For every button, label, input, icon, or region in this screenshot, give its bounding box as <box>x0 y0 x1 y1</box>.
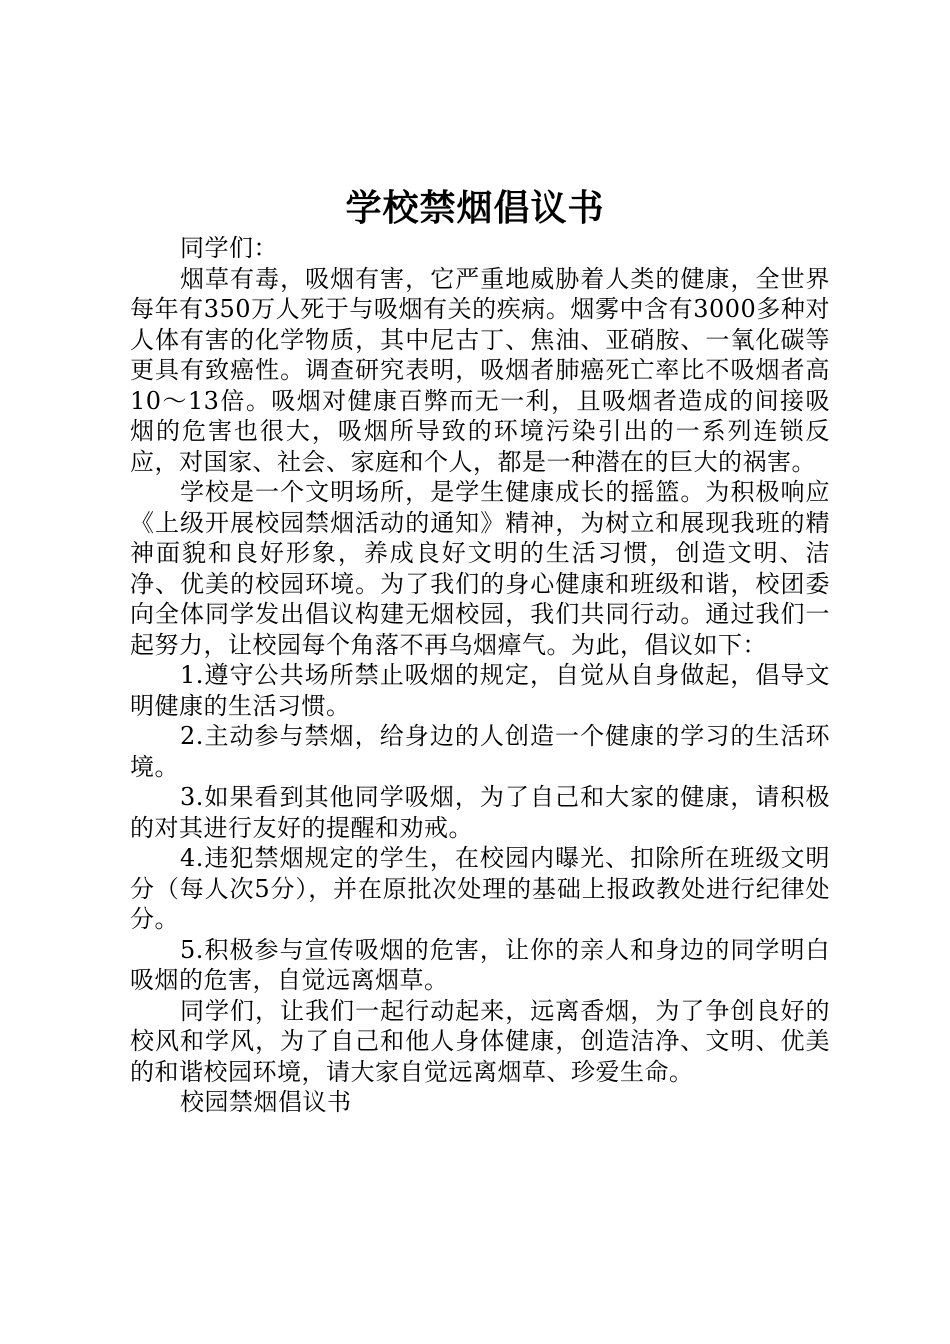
document-title: 学校禁烟倡议书 <box>345 188 605 229</box>
proposal-item-4: 4.违犯禁烟规定的学生，在校园内曝光、扣除所在班级文明分（每人次5分），并在原批次处理的基础上报政教处进行纪律处分。 <box>130 844 830 933</box>
signature-line: 校园禁烟倡议书 <box>180 1088 352 1116</box>
proposal-item-1: 1.遵守公共场所禁止吸烟的规定，自觉从自身做起，倡导文明健康的生活习惯。 <box>130 661 830 720</box>
closing-paragraph: 同学们，让我们一起行动起来，远离香烟，为了争创良好的校风和学风，为了自己和他人身体健康，创造洁净、文明、优美的和谐校园环境，请大家自觉远离烟草、珍爱生命。 <box>130 996 830 1086</box>
proposal-item-3: 3.如果看到其他同学吸烟，为了自己和大家的健康，请积极的对其进行友好的提醒和劝戒。 <box>130 783 830 842</box>
paragraph-harm: 烟草有毒，吸烟有害，它严重地威胁着人类的健康，全世界每年有350万人死于与吸烟有关的疾病。烟雾中含有3000多种对人体有害的化学物质，其中尼古丁、焦油、亚硝胺、一氧化碳等更具有致癌性。调查研究表明，吸烟者肺癌死亡率比不吸烟者高10～13倍。吸烟对健康百弊而无一利，且吸烟者造成的间接吸烟的危害也很大，吸烟所导致的环境污染引出的一系列连锁反应，对国家、社会、家庭和个人，都是一种潜在的巨大的祸害。 <box>130 264 830 476</box>
proposal-item-5: 5.积极参与宣传吸烟的危害，让你的亲人和身边的同学明白吸烟的危害，自觉远离烟草。 <box>130 935 830 994</box>
salutation: 同学们： <box>180 234 278 262</box>
document-body <box>130 233 830 1118</box>
proposal-item-2: 2.主动参与禁烟，给身边的人创造一个健康的学习的生活环境。 <box>130 722 830 781</box>
paragraph-school: 学校是一个文明场所，是学生健康成长的摇篮。为积极响应《上级开展校园禁烟活动的通知》精神，为树立和展现我班的精神面貌和良好形象，养成良好文明的生活习惯，创造文明、洁净、优美的校园环境。为了我们的身心健康和班级和谐，校团委向全体同学发出倡议构建无烟校园，我们共同行动。通过我们一起努力，让校园每个角落不再乌烟瘴气。为此，倡议如下： <box>130 478 830 659</box>
